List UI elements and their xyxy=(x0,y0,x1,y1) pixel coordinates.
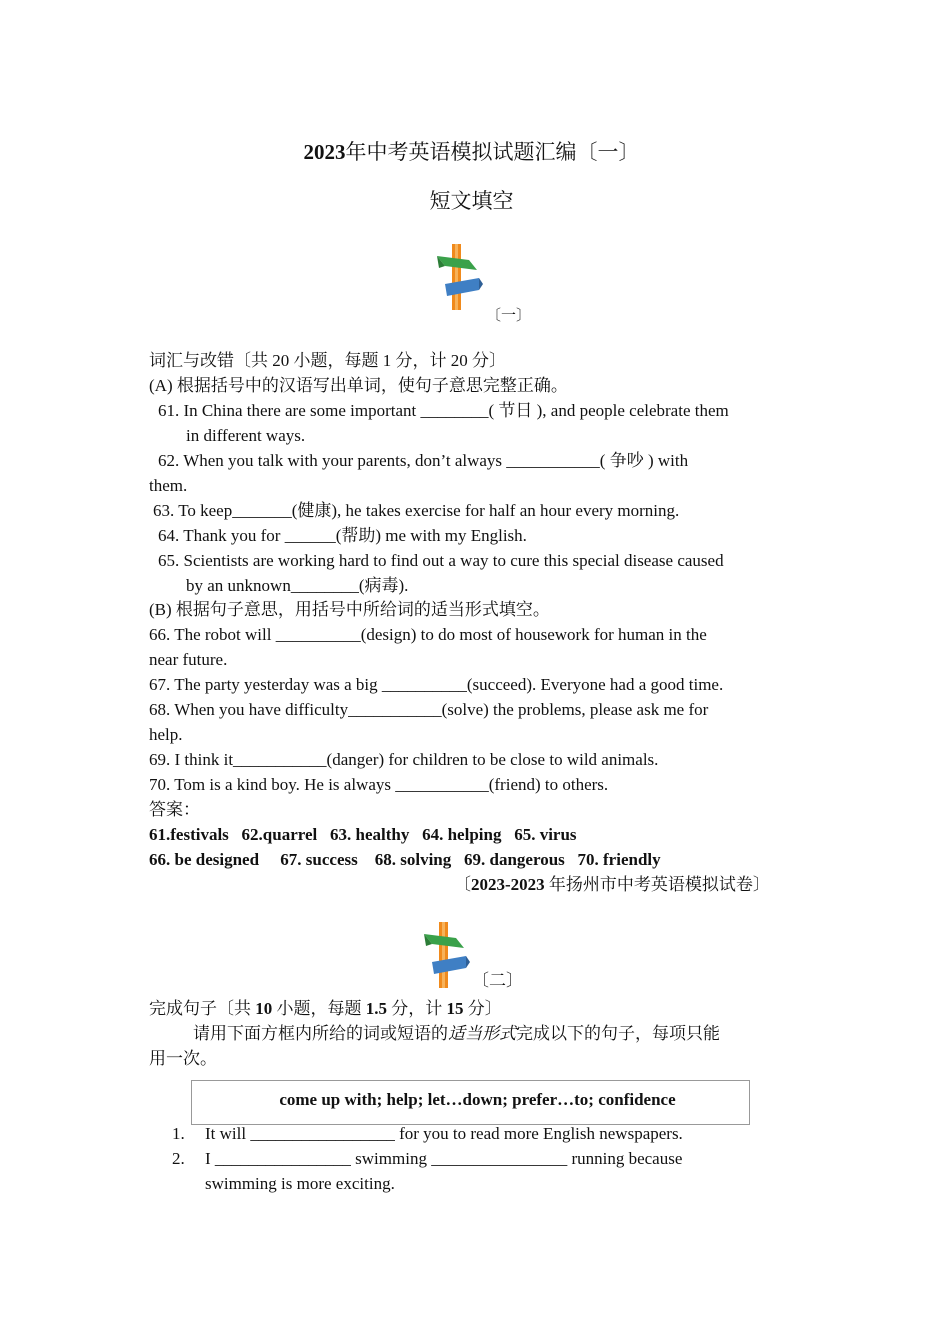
partB-instruction: (B) 根据句子意思，用括号中所给词的适当形式填空。 xyxy=(149,600,550,619)
question-68: 68. When you have difficulty___________(solve) the problems, please ask me for xyxy=(149,700,709,719)
list-item: It will _________________ for you to read more English newspapers. xyxy=(205,1124,683,1143)
word-box-text: come up with; help; let…down; prefer…to; confidence xyxy=(279,1090,676,1109)
question-65: 65. Scientists are working hard to find out a way to cure this special disease caused xyxy=(158,551,724,570)
question-61-cont: in different ways. xyxy=(186,426,306,445)
section2-instruction: 请用下面方框内所给的词或短语的适当形式完成以下的句子，每项只能 xyxy=(193,1024,720,1043)
section2-heading: 完成句子〔共 10 小题，每题 1.5 分，计 15 分〕 xyxy=(149,999,502,1018)
question-67: 67. The party yesterday was a big __________(succeed). Everyone had a good time. xyxy=(149,675,724,694)
list-item-number: 1. xyxy=(172,1124,185,1143)
list-item: I ________________ swimming ________________ running because xyxy=(205,1149,683,1168)
question-63: 63. To keep_______(健康), he takes exercise for half an hour every morning. xyxy=(153,501,680,520)
section1-instruction: 词汇与改错〔共 20 小题，每题 1 分，计 20 分〕 xyxy=(149,351,506,370)
answer-label: 答案： xyxy=(149,800,200,819)
question-69: 69. I think it___________(danger) for children to be close to wild animals. xyxy=(149,750,659,769)
question-66-cont: near future. xyxy=(149,650,228,669)
section1-marker: 〔一〕 xyxy=(486,308,532,324)
answers-row-2: 66. be designed 67. success 68. solving 69. dangerous 70. friendly xyxy=(149,850,661,869)
word-box xyxy=(191,1080,750,1125)
question-70: 70. Tom is a kind boy. He is always ___________(friend) to others. xyxy=(149,775,609,794)
question-61: 61. In China there are some important ________( 节日 ), and people celebrate them xyxy=(158,401,729,420)
list-item-cont: swimming is more exciting. xyxy=(205,1174,395,1193)
question-66: 66. The robot will __________(design) to do most of housework for human in the xyxy=(149,625,707,644)
section2-instruction-cont: 用一次。 xyxy=(149,1049,217,1068)
question-62: 62. When you talk with your parents, don’t always ___________( 争吵 ) with xyxy=(158,451,689,470)
list-item-number: 2. xyxy=(172,1149,185,1168)
partA-instruction: (A) 根据括号中的汉语写出单词，使句子意思完整正确。 xyxy=(149,376,568,395)
question-62-cont: them. xyxy=(149,476,188,495)
question-64: 64. Thank you for ______(帮助) me with my English. xyxy=(158,526,527,545)
answers-row-1: 61.festivals 62.quarrel 63. healthy 64. helping 65. virus xyxy=(149,825,577,844)
signpost-logo-icon xyxy=(422,922,470,990)
source-citation: 〔2023-2023 年扬州市中考英语模拟试卷〕 xyxy=(454,875,770,894)
page-title: 2023年中考英语模拟试题汇编〔一〕 xyxy=(303,140,640,164)
question-68-cont: help. xyxy=(149,725,183,744)
question-65-cont: by an unknown________(病毒). xyxy=(186,576,409,595)
section2-marker: 〔二〕 xyxy=(472,971,523,990)
signpost-logo-icon xyxy=(435,244,483,312)
page-subtitle: 短文填空 xyxy=(429,189,514,213)
